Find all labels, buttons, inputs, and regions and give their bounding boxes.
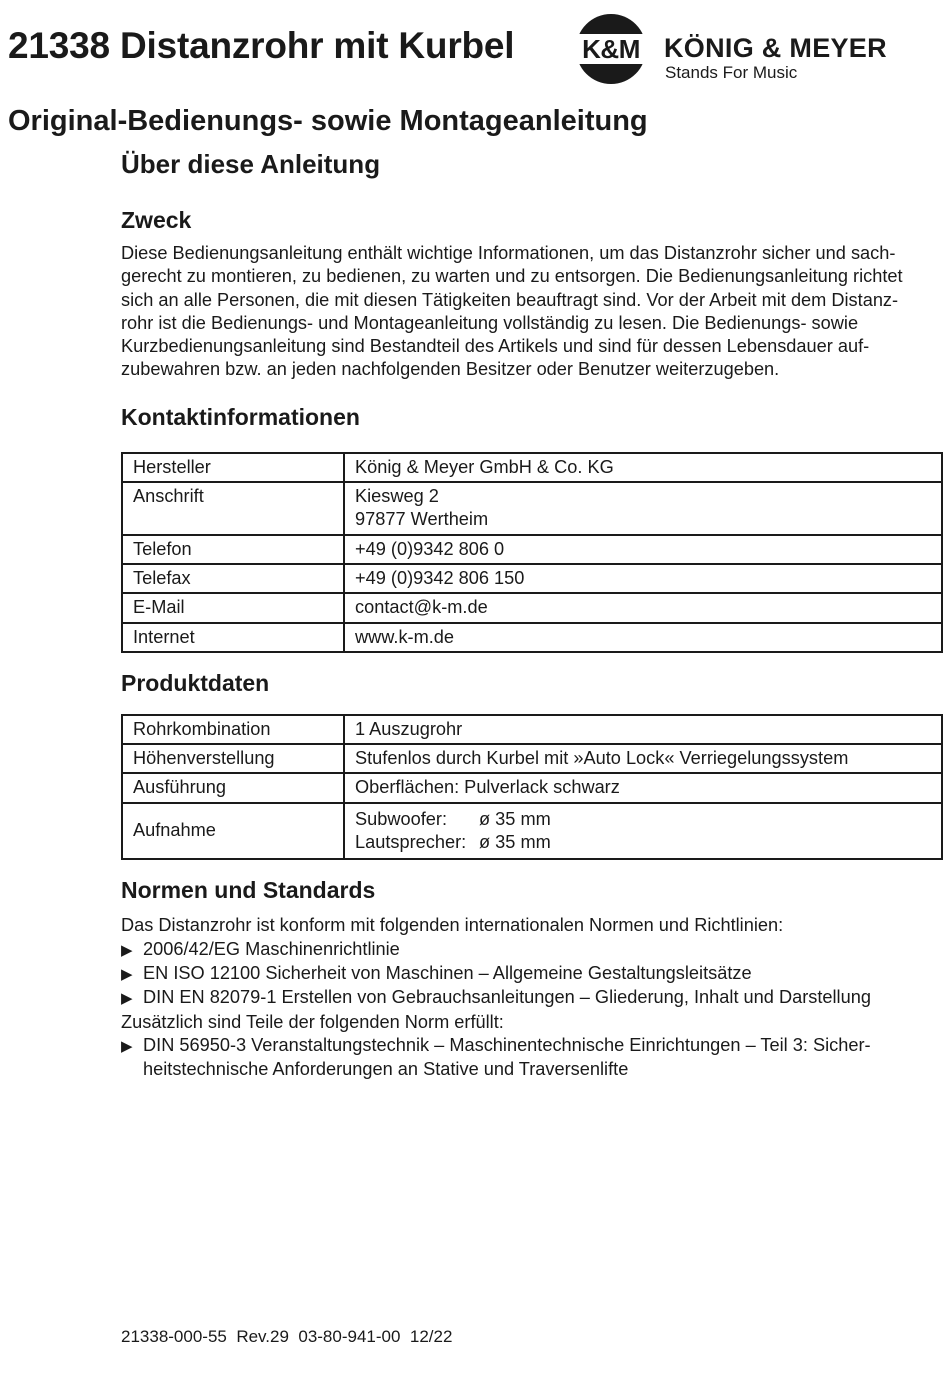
row-value: Stufenlos durch Kurbel mit »Auto Lock« Verriegelungssystem — [344, 744, 942, 773]
table-row — [122, 623, 942, 652]
logo-brand-name: KÖNIG & MEYER — [664, 33, 887, 63]
km-logo — [568, 14, 946, 88]
logo-tagline: Stands For Music — [665, 63, 798, 82]
zweck-line: gerecht zu montieren, zu bedienen, zu warten und zu entsorgen. Die Bedienungsanleitung richtet — [121, 266, 903, 287]
row-value: König & Meyer GmbH & Co. KG — [344, 453, 942, 482]
document-title: 21338 Distanzrohr mit Kurbel — [8, 25, 515, 66]
zweck-line: Diese Bedienungsanleitung enthält wichtige Informationen, um das Distanzrohr sicher und sach- — [121, 243, 896, 263]
table-row — [122, 564, 942, 593]
table-row — [122, 453, 942, 482]
normen-additional: Zusätzlich sind Teile der folgenden Norm erfüllt: — [121, 1011, 504, 1032]
table-row — [122, 535, 942, 564]
list-item — [121, 938, 943, 962]
row-label: Telefon — [122, 535, 344, 564]
kontakt-table — [121, 452, 943, 653]
triangle-bullet-icon: ▶ — [121, 1037, 133, 1055]
about-heading: Über diese Anleitung — [121, 149, 381, 179]
logo-km-text: K&M — [568, 34, 654, 64]
row-value — [344, 482, 942, 535]
subwoofer-label: Subwoofer: — [355, 808, 448, 829]
website-value: www.k-m.de — [344, 623, 942, 652]
triangle-bullet-icon: ▶ — [121, 941, 133, 959]
row-label: Ausführung — [122, 773, 344, 802]
row-value: +49 (0)9342 806 150 — [344, 564, 942, 593]
list-item-text: EN ISO 12100 Sicherheit von Maschinen – Allgemeine Gestaltungsleitsätze — [143, 962, 752, 983]
row-label: Hersteller — [122, 453, 344, 482]
zweck-line: rohr ist die Bedienungs- und Montageanleitung vollständig zu lesen. Die Bedienungs- sowie — [121, 312, 859, 333]
list-item-text: 2006/42/EG Maschinenrichtlinie — [143, 938, 400, 959]
email-value: contact@k-m.de — [344, 593, 942, 622]
table-row — [122, 773, 942, 802]
list-item — [121, 962, 943, 986]
table-row — [122, 482, 942, 535]
address-street: Kiesweg 2 — [355, 486, 439, 507]
document-subtitle: Original-Bedienungs- sowie Montageanleitung — [8, 105, 648, 137]
lautsprecher-label: Lautsprecher: — [355, 832, 467, 853]
zweck-paragraph — [121, 242, 943, 382]
row-label: Aufnahme — [122, 803, 344, 860]
row-label: Höhenverstellung — [122, 744, 344, 773]
list-item — [121, 986, 943, 1010]
row-label: Anschrift — [122, 482, 344, 535]
triangle-bullet-icon: ▶ — [121, 965, 133, 983]
table-row — [122, 744, 942, 773]
normen-heading: Normen und Standards — [121, 877, 376, 904]
row-label: Telefax — [122, 564, 344, 593]
list-item-text-cont: heitstechnische Anforderungen an Stative und Traversenlifte — [143, 1059, 629, 1080]
produkt-heading: Produktdaten — [121, 669, 270, 696]
row-value: +49 (0)9342 806 0 — [344, 535, 942, 564]
triangle-bullet-icon: ▶ — [121, 990, 133, 1008]
row-label: Internet — [122, 623, 344, 652]
zweck-line: sich an alle Personen, die mit diesen Tätigkeiten beauftragt sind. Vor der Arbeit mit dem Distanz- — [121, 289, 899, 310]
table-row — [122, 803, 942, 860]
list-item-text: DIN 56950-3 Veranstaltungstechnik – Maschinentechnische Einrichtungen – Teil 3: Sicher- — [143, 1034, 871, 1055]
row-value: Oberflächen: Pulverlack schwarz — [344, 773, 942, 802]
normen-intro: Das Distanzrohr ist konform mit folgenden internationalen Normen und Richtlinien: — [121, 915, 784, 936]
list-item — [121, 1034, 943, 1082]
row-label: Rohrkombination — [122, 715, 344, 744]
row-value — [344, 803, 942, 860]
document-code: 21338-000-55 Rev.29 03-80-941-00 12/22 — [121, 1327, 453, 1346]
table-row — [122, 715, 942, 744]
main-content — [121, 142, 943, 1081]
zweck-line: Kurzbedienungsanleitung sind Bestandteil des Artikels und sind für dessen Lebensdauer auf- — [121, 336, 870, 357]
lautsprecher-value: ø 35 mm — [479, 832, 551, 853]
kontakt-heading: Kontaktinformationen — [121, 403, 360, 430]
row-label: E-Mail — [122, 593, 344, 622]
subwoofer-value: ø 35 mm — [479, 808, 551, 829]
zweck-heading: Zweck — [121, 207, 192, 233]
address-city: 97877 Wertheim — [355, 509, 489, 530]
zweck-line: zubewahren bzw. an jeden nachfolgenden Besitzer oder Benutzer weiterzugeben. — [121, 359, 780, 380]
list-item-text: DIN EN 82079-1 Erstellen von Gebrauchsanleitungen – Gliederung, Inhalt und Darstellung — [143, 987, 871, 1008]
table-row — [122, 593, 942, 622]
row-value: 1 Auszugrohr — [344, 715, 942, 744]
produkt-table — [121, 714, 943, 860]
